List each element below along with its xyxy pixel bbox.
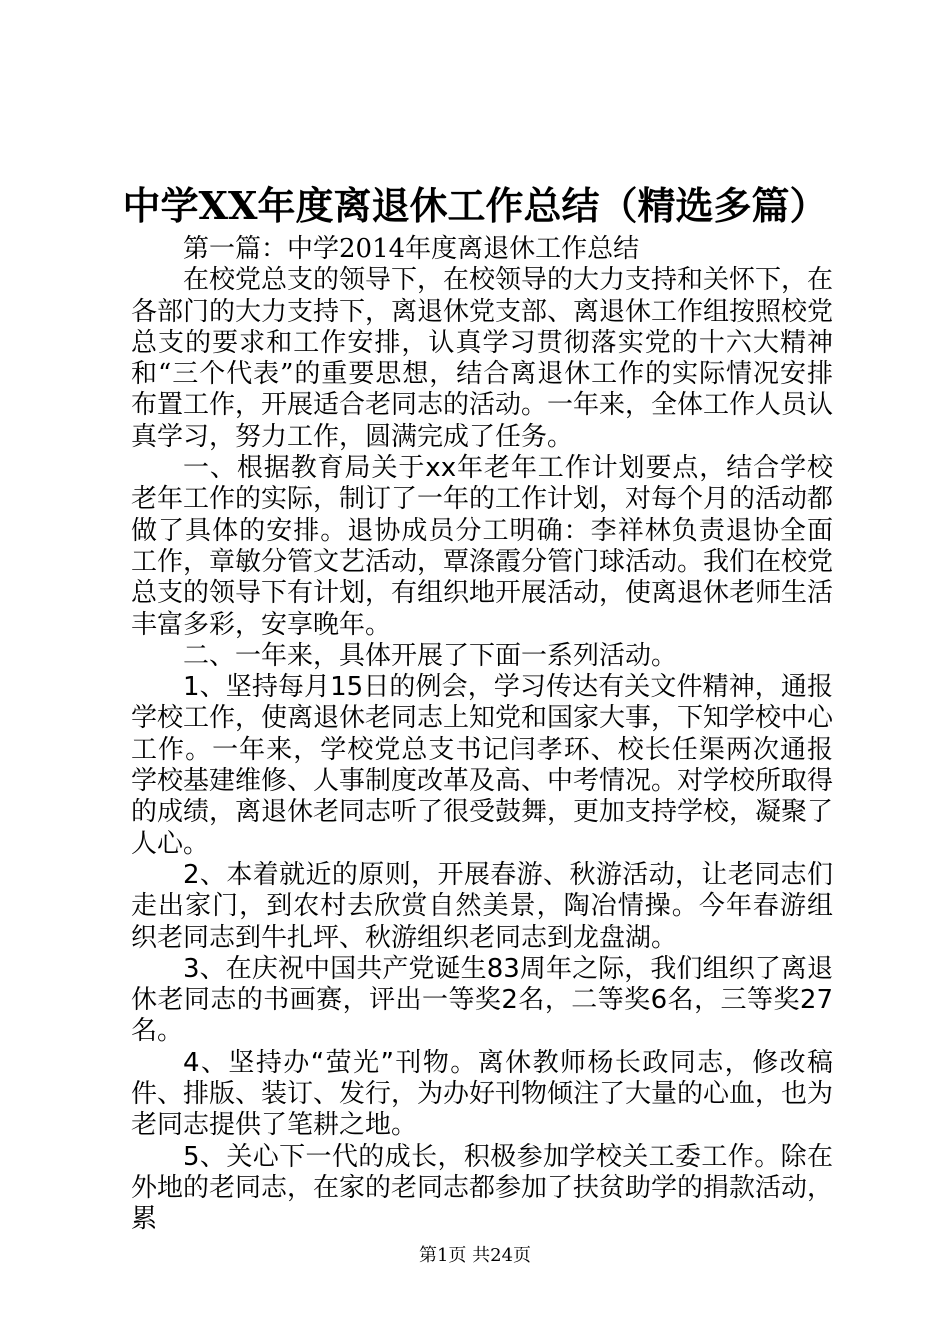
paragraph xyxy=(131,641,833,672)
paragraph-bold-lead: 4、坚持办“萤光”刊物。 xyxy=(183,1047,478,1078)
paragraph xyxy=(131,453,833,641)
paragraph-text: 在校党总支的领导下，在校领导的大力支持和关怀下，在各部门的大力支持下，离退休党支部、离退休工作组按照校党总支的要求和工作安排，认真学习贯彻落实党的十六大精神和“三个代表”的重要思想，结合离退休工作的实际情况安排布置工作，开展适合老同志的活动。一年来，全体工作人员认真学习，努力工作，圆满完成了任务。 xyxy=(131,265,834,452)
paragraph-bold-lead: 1、坚持每月15日的例会，学习传达有关文件精神，通报学校工作，使离退休老同志上知党和国家大事，下知学校中心工作。 xyxy=(131,672,834,765)
paragraph-text: 退协成员分工明确：李祥林负责退协全面工作，章敏分管文艺活动，覃涤霞分管门球活动。我们在校党总支的领导下有计划，有组织地开展活动，使离退休老师生活丰富多彩，安享晚年。 xyxy=(131,515,834,640)
paragraph xyxy=(131,860,833,954)
paragraph-text: 除在外地的老同志，在家的老同志都参加了扶贫助学的捐款活动，累 xyxy=(131,1141,834,1235)
paragraph-bold-lead: 一、根据教育局关于xx年老年工作计划要点，结合学校老年工作的实际，制订了一年的工作计划，对每个月的活动都做了具体的安排。 xyxy=(131,453,834,546)
section-heading-text: 第一篇：中学2014年度离退休工作总结 xyxy=(183,234,640,264)
paragraph-bold-lead: 3、在庆祝中国共产党诞生83周年之际，我们组织了离退休老同志的书画赛，评出一等奖2名，二等奖6名，三等奖27名。 xyxy=(131,953,833,1047)
document-body xyxy=(131,234,833,1236)
paragraph-text: 今年春游组织老同志到牛扎坪、秋游组织老同志到龙盘湖。 xyxy=(131,891,833,953)
paragraph xyxy=(131,672,833,860)
paragraph-bold-lead: 5、关心下一代的成长，积极参加学校关工委工作。 xyxy=(183,1141,781,1172)
paragraph xyxy=(131,1142,833,1236)
section-heading xyxy=(131,234,833,265)
paragraph-text: 离休教师杨长政同志，修改稿件、排版、装订、发行，为办好刊物倾注了大量的心血，也为老同志提供了笔耕之地。 xyxy=(131,1047,834,1141)
paragraph-text: 一年来，学校党总支书记闫孝环、校长任渠两次通报学校基建维修、人事制度改革及高、中考情况。对学校所取得的成绩，离退休老同志听了很受鼓舞，更加支持学校，凝聚了人心。 xyxy=(131,734,834,859)
paragraph xyxy=(131,265,833,453)
page-footer: 第1页 共24页 xyxy=(418,1245,532,1266)
paragraph-bold-lead: 2、本着就近的原则，开展春游、秋游活动，让老同志们走出家门，到农村去欣赏自然美景，陶冶情操。 xyxy=(131,859,833,922)
paragraph-bold-lead: 二、一年来，具体开展了下面一系列活动。 xyxy=(183,640,678,671)
paragraph xyxy=(131,1048,833,1142)
paragraph xyxy=(131,954,833,1048)
document-title: 中学XX年度离退休工作总结（精选多篇） xyxy=(122,183,828,228)
